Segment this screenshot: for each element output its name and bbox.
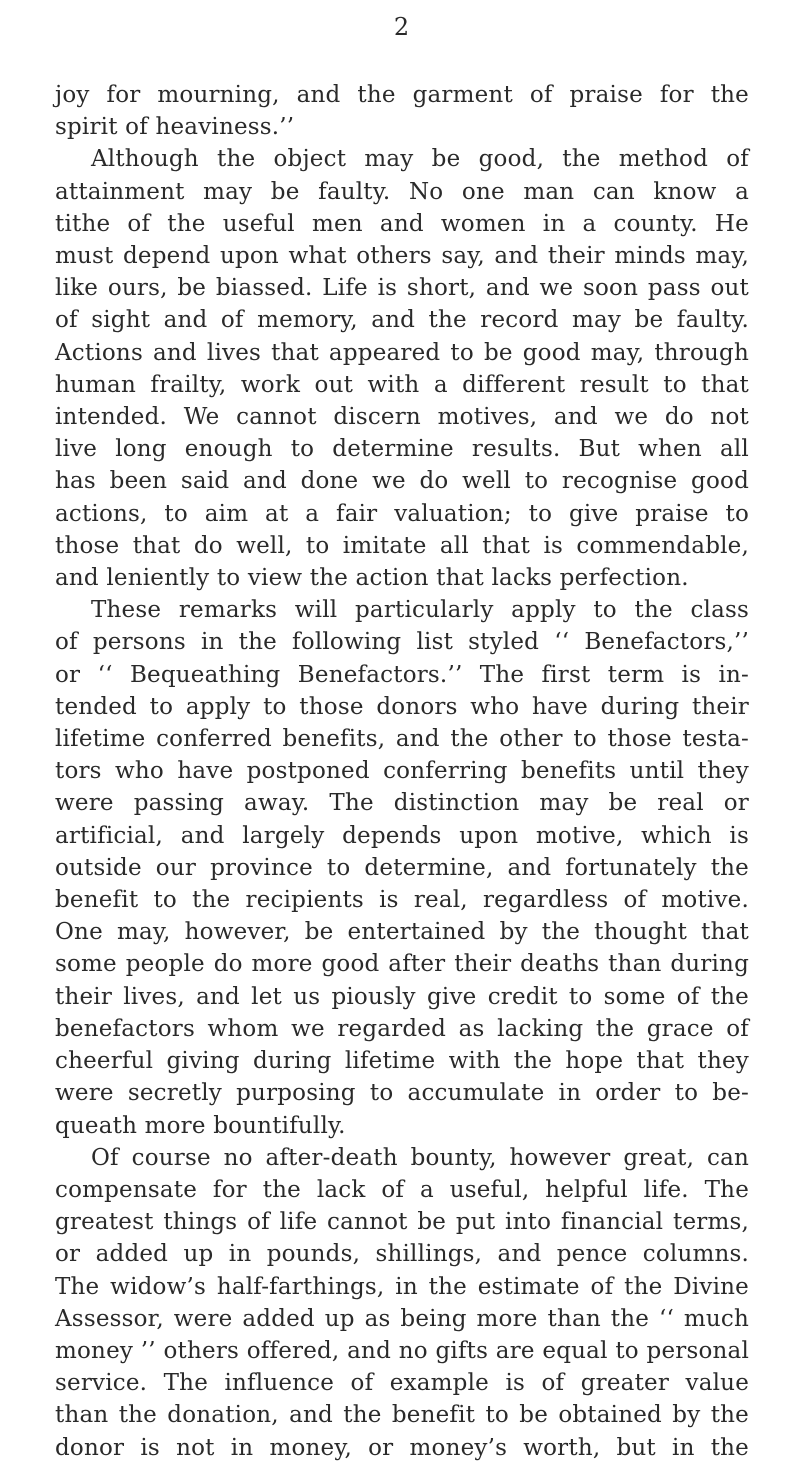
body-text xyxy=(55,79,749,1464)
text-line: Of course no after-death bounty, however great, can xyxy=(91,1144,749,1171)
text-line: or ‘‘ Bequeathing Benefactors.’’ The first term is in- xyxy=(55,661,749,688)
text-line: spirit of heaviness.’’ xyxy=(55,114,295,141)
text-line: tithe of the useful men and women in a county. He xyxy=(55,210,749,237)
text-line: compensate for the lack of a useful, helpful life. The xyxy=(55,1176,749,1203)
text-line: live long enough to determine results. But when all xyxy=(55,436,749,463)
paragraph xyxy=(55,1142,749,1464)
text-line: lifetime conferred benefits, and the other to those testa- xyxy=(55,726,749,753)
paragraph xyxy=(55,143,749,594)
text-line: One may, however, be entertained by the thought that xyxy=(55,919,749,946)
text-line: cheerful giving during lifetime with the hope that they xyxy=(55,1048,749,1075)
text-line: than the donation, and the benefit to be obtained by the xyxy=(55,1402,749,1429)
text-line: and leniently to view the action that lacks perfection. xyxy=(55,565,689,592)
text-line: tended to apply to those donors who have during their xyxy=(55,693,749,720)
paragraph xyxy=(55,594,749,1141)
text-line: benefit to the recipients is real, regardless of motive. xyxy=(55,887,749,914)
text-line: of sight and of memory, and the record may be faulty. xyxy=(55,307,749,334)
text-line: These remarks will particularly apply to the class xyxy=(91,597,749,624)
text-line: of persons in the following list styled ‘‘ Benefactors,’’ xyxy=(55,629,749,656)
text-line: benefactors whom we regarded as lacking the grace of xyxy=(55,1015,749,1042)
page-number: 2 xyxy=(393,13,411,41)
text-line: has been said and done we do well to recognise good xyxy=(55,468,749,495)
text-line: tors who have postponed conferring benefits until they xyxy=(55,758,749,785)
paragraph xyxy=(55,79,749,143)
text-line: were passing away. The distinction may be real or xyxy=(55,790,749,817)
text-line: those that do well, to imitate all that is commendable, xyxy=(55,532,749,559)
text-line: donor is not in money, or money’s worth, but in the xyxy=(55,1434,749,1461)
text-line: joy for mourning, and the garment of praise for the xyxy=(55,82,749,108)
text-line: some people do more good after their deaths than during xyxy=(55,951,749,978)
text-line: actions, to aim at a fair valuation; to give praise to xyxy=(55,500,749,527)
text-line: or added up in pounds, shillings, and pence columns. xyxy=(55,1241,749,1268)
text-line: their lives, and let us piously give credit to some of the xyxy=(55,983,749,1010)
text-line: artificial, and largely depends upon motive, which is xyxy=(55,822,749,849)
text-line: The widow’s half-farthings, in the estimate of the Divine xyxy=(55,1273,749,1300)
text-line: intended. We cannot discern motives, and we do not xyxy=(55,404,749,431)
document-page xyxy=(55,0,749,1461)
text-line: were secretly purposing to accumulate in order to be- xyxy=(55,1080,749,1107)
text-line: Assessor, were added up as being more than the ‘‘ much xyxy=(55,1305,749,1332)
text-line: Actions and lives that appeared to be good may, through xyxy=(55,339,749,366)
text-line: outside our province to determine, and fortunately the xyxy=(55,854,749,881)
text-line: queath more bountifully. xyxy=(55,1112,346,1139)
text-line: money ’’ others offered, and no gifts are equal to personal xyxy=(55,1337,749,1364)
text-line: Although the object may be good, the method of xyxy=(91,146,749,173)
text-line: human frailty, work out with a different result to that xyxy=(55,371,749,398)
text-line: greatest things of life cannot be put into financial terms, xyxy=(55,1209,749,1236)
text-line: attainment may be faulty. No one man can know a xyxy=(55,178,749,205)
text-line: service. The influence of example is of greater value xyxy=(55,1370,749,1397)
text-line: like ours, be biassed. Life is short, and we soon pass out xyxy=(55,275,749,302)
text-line: must depend upon what others say, and their minds may, xyxy=(55,243,749,270)
